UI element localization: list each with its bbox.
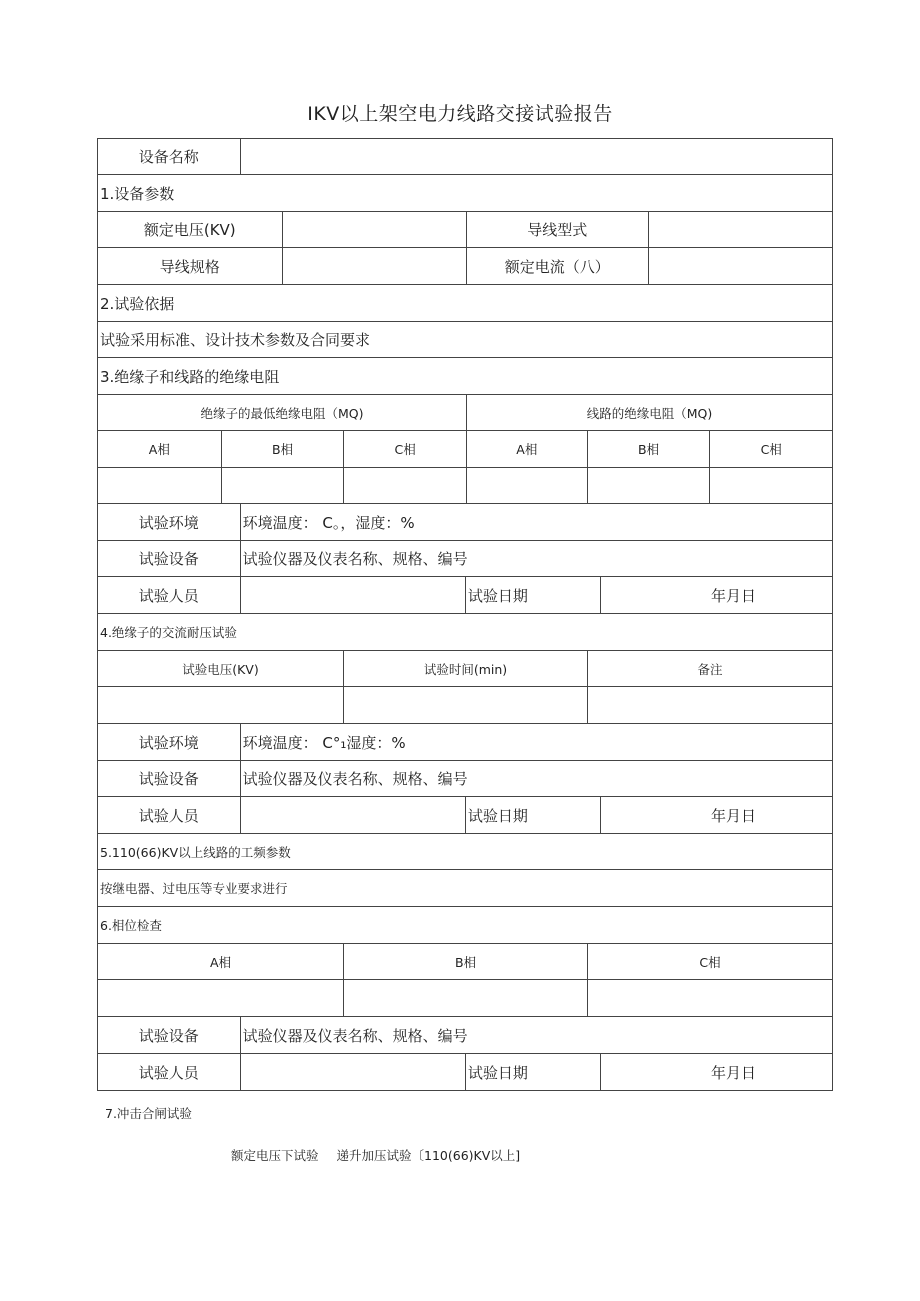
phase-c-label: C相 <box>343 431 466 467</box>
section-5-heading: 5.110(66)KV以上线路的工频参数 <box>100 844 291 860</box>
date-label: 试验日期 <box>465 577 601 613</box>
phase-check-a-label: A相 <box>209 954 232 970</box>
page-title: IKV以上架空电力线路交接试验报告 <box>307 103 613 125</box>
section-4-heading: 4.绝缘子的交流耐压试验 <box>100 625 237 640</box>
section-1-heading: 1.设备参数 <box>100 184 175 203</box>
s4-person-row <box>97 797 833 834</box>
insulation-phase-row <box>97 431 833 468</box>
env-text[interactable]: 环境温度： C。，湿度：% <box>240 504 832 540</box>
test-voltage-value[interactable] <box>98 687 343 723</box>
section-5-text-row <box>97 870 833 907</box>
section-5-text: 按继电器、过电压等专业要求进行 <box>100 881 288 896</box>
insulation-value-row <box>97 468 833 504</box>
equip-label: 试验设备 <box>138 1026 199 1045</box>
device-name-label: 设备名称 <box>138 148 199 166</box>
section-2-text: 试验采用标准、设计技术参数及合同要求 <box>100 331 371 349</box>
line-phase-a-value[interactable] <box>466 468 587 503</box>
equip-label: 试验设备 <box>138 550 199 568</box>
section-2-text-row <box>97 322 833 358</box>
device-name-field[interactable] <box>240 139 832 174</box>
s6-equip-row <box>97 1017 833 1054</box>
rated-voltage-field[interactable] <box>282 212 467 247</box>
phase-check-b-value[interactable] <box>343 980 587 1016</box>
section-6-heading-row <box>97 907 833 944</box>
phase-check-a-value[interactable] <box>98 980 343 1016</box>
stepped-voltage-test-label: 递升加压试验〔110(66)KV以上] <box>336 1148 521 1163</box>
line-resistance-header: 线路的绝缘电阻（MQ) <box>466 395 832 430</box>
s3-equip-row <box>97 541 833 577</box>
withstand-header-row <box>97 651 833 687</box>
person-label: 试验人员 <box>138 1063 199 1082</box>
insulator-resistance-header: 绝缘子的最低绝缘电阻（MQ) <box>200 405 364 421</box>
date-field[interactable]: 年月日 <box>600 1054 832 1090</box>
env-label: 试验环境 <box>138 513 199 532</box>
insulation-header-row <box>97 395 833 431</box>
person-label: 试验人员 <box>138 586 199 605</box>
note-value[interactable] <box>587 687 832 723</box>
phase-check-header-row <box>97 944 833 980</box>
withstand-value-row <box>97 687 833 724</box>
params-row-1 <box>97 212 833 248</box>
params-row-2 <box>97 248 833 285</box>
section-3-heading: 3.绝缘子和线路的绝缘电阻 <box>100 367 280 386</box>
wire-type-label: 导线型式 <box>466 212 648 247</box>
test-time-header: 试验时间(min) <box>343 651 587 686</box>
phase-check-value-row <box>97 980 833 1017</box>
section-2-heading-row <box>97 285 833 322</box>
equip-label: 试验设备 <box>138 770 199 788</box>
person-label: 试验人员 <box>138 806 199 825</box>
date-label: 试验日期 <box>465 1054 601 1090</box>
s3-person-row <box>97 577 833 614</box>
equip-text[interactable]: 试验仪器及仪表名称、规格、编号 <box>240 761 832 796</box>
line-phase-c-value[interactable] <box>709 468 832 503</box>
wire-spec-field[interactable] <box>282 248 467 284</box>
test-time-value[interactable] <box>343 687 587 723</box>
phase-a-label: A相 <box>148 442 170 457</box>
section-7-heading: 7.冲击合闸试验 <box>105 1106 192 1121</box>
section-4-heading-row <box>97 614 833 651</box>
report-form <box>97 138 833 1091</box>
line-phase-a-label: A相 <box>466 431 587 467</box>
line-phase-c-label: C相 <box>709 431 832 467</box>
phase-c-value[interactable] <box>343 468 466 503</box>
section-5-heading-row <box>97 834 833 870</box>
wire-spec-label: 导线规格 <box>159 257 220 276</box>
equip-text[interactable]: 试验仪器及仪表名称、规格、编号 <box>240 541 832 576</box>
test-voltage-header: 试验电压(KV) <box>182 661 259 677</box>
person-field[interactable] <box>240 577 465 613</box>
line-phase-b-value[interactable] <box>587 468 710 503</box>
person-field[interactable] <box>240 797 465 833</box>
date-field[interactable]: 年月日 <box>600 577 832 613</box>
phase-b-value[interactable] <box>221 468 344 503</box>
rated-current-field[interactable] <box>648 248 833 284</box>
section-3-heading-row <box>97 358 833 395</box>
s4-equip-row <box>97 761 833 797</box>
date-field[interactable]: 年月日 <box>600 797 832 833</box>
person-field[interactable] <box>240 1054 465 1090</box>
line-phase-b-label: B相 <box>587 431 710 467</box>
rated-voltage-label: 额定电压(KV) <box>143 221 236 239</box>
equip-text[interactable]: 试验仪器及仪表名称、规格、编号 <box>240 1017 832 1053</box>
note-header: 备注 <box>587 651 832 686</box>
phase-b-label: B相 <box>221 431 344 467</box>
section-1-heading-row <box>97 175 833 212</box>
rated-voltage-test-label: 额定电压下试验 <box>231 1148 319 1163</box>
phase-check-c-label: C相 <box>587 944 832 979</box>
rated-current-label: 额定电流（八） <box>466 248 648 284</box>
env-label: 试验环境 <box>138 733 199 752</box>
s3-env-row <box>97 504 833 541</box>
env-text[interactable]: 环境温度： C°₁湿度：% <box>240 724 832 760</box>
section-2-heading: 2.试验依据 <box>100 294 175 313</box>
s6-person-row <box>97 1054 833 1091</box>
section-7-subheadings <box>231 1146 534 1164</box>
s4-env-row <box>97 724 833 761</box>
phase-check-c-value[interactable] <box>587 980 832 1016</box>
section-6-heading: 6.相位检查 <box>100 918 162 933</box>
phase-a-value[interactable] <box>98 468 221 503</box>
wire-type-field[interactable] <box>648 212 833 247</box>
device-name-row <box>97 138 833 175</box>
date-label: 试验日期 <box>465 797 601 833</box>
phase-check-b-label: B相 <box>343 944 587 979</box>
